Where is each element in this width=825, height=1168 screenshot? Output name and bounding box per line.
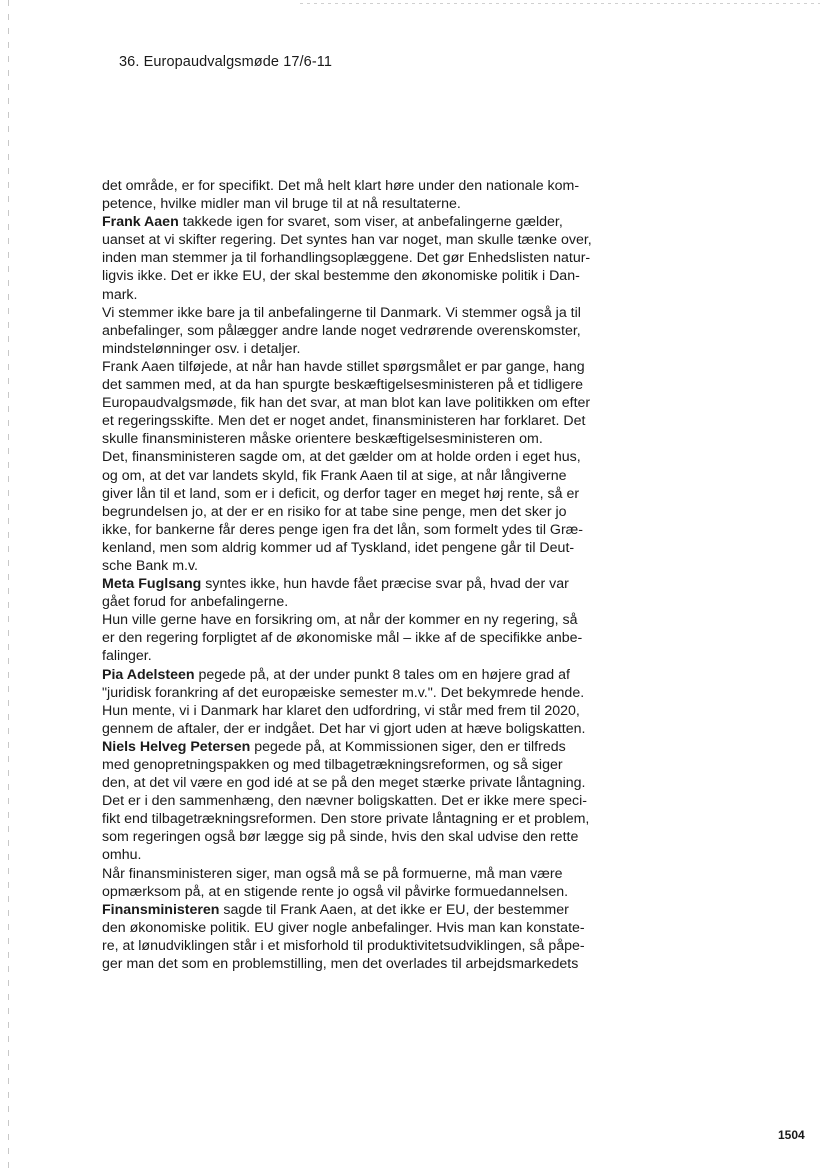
line-text: pegede på, at der under punkt 8 tales om en højere grad af [194,666,570,683]
line-text: ger man det som en problemstilling, men det overlades til arbejdsmarkedets [102,956,579,973]
text-line [102,539,602,557]
line-text: mindstelønninger osv. i detaljer. [102,340,301,357]
paragraph [102,304,602,358]
text-line [102,195,602,213]
paragraph [102,448,602,575]
line-text: Hun mente, vi i Danmark har klaret den udfordring, vi står med frem til 2020, [102,702,580,719]
minutes-body [102,177,602,973]
line-text: sche Bank m.v. [102,557,198,574]
text-line [102,267,602,285]
speaker-name: Meta Fuglsang [102,576,202,593]
text-line [102,448,602,466]
line-text: et regeringsskifte. Men det er noget andet, finansministeren har forklaret. Det [102,413,586,430]
text-line [102,286,602,304]
paragraph [102,666,602,738]
text-line [102,919,602,937]
text-line [102,738,602,756]
text-line [102,322,602,340]
text-line [102,521,602,539]
line-text: det område, er for specifikt. Det må helt klart høre under den nationale kom- [102,178,580,194]
text-line [102,376,602,394]
paragraph [102,575,602,611]
line-text: med genopretningspakken og med tilbagetrækningsreformen, og så siger [102,757,563,773]
text-line [102,430,602,448]
line-text: skulle finansministeren måske orientere beskæftigelsesministeren om. [102,431,543,448]
line-text: den, at det vil være en god idé at se på den meget stærke private låntagning. [102,775,586,792]
text-line [102,756,602,774]
text-line [102,340,602,358]
line-text: kenland, men som aldrig kommer ud af Tyskland, idet pengene går til Deut- [102,539,575,556]
line-text: inden man stemmer ja til forhandlingsoplæggene. Det gør Enhedslisten natur- [102,250,591,267]
text-line [102,213,602,231]
speaker-name: Niels Helveg Petersen [102,738,251,755]
scan-edge-top [300,3,820,4]
line-text: Når finansministeren siger, man også må se på formuerne, må man være [102,865,563,882]
text-line [102,647,602,665]
text-line [102,467,602,485]
line-text: pegede på, at Kommissionen siger, den er tilfreds [250,738,566,755]
line-text: re, at lønudviklingen står i et misforhold til produktivitetsudviklingen, så påpe- [102,937,585,954]
text-line [102,249,602,267]
paragraph [102,611,602,665]
text-line [102,865,602,883]
line-text: falinger. [102,648,152,665]
speaker-name: Finansministeren [102,901,220,918]
line-text: ligvis ikke. Det er ikke EU, der skal bestemme den økonomiske politik i Dan- [102,268,580,285]
line-text: omhu. [102,847,142,864]
line-text: opmærksom på, at en stigende rente jo også vil påvirke formuedannelsen. [102,883,569,900]
line-text: takkede igen for svaret, som viser, at anbefalingerne gælder, [178,214,563,231]
page-number: 1504 [778,1128,805,1142]
text-line [102,684,602,702]
text-line [102,485,602,503]
text-line [102,611,602,629]
text-line [102,503,602,521]
line-text: som regeringen også bør lægge sig på sinde, hvis den skal udvise den rette [102,829,579,846]
text-line [102,828,602,846]
line-text: er den regering forpligtet af de økonomiske mål – ikke af de specifikke anbe- [102,630,583,647]
text-line [102,557,602,575]
line-text: petence, hvilke midler man vil bruge til at nå resultaterne. [102,196,461,213]
text-line [102,629,602,647]
page-header: 36. Europaudvalgsmøde 17/6-11 [119,54,333,70]
line-text: gået forud for anbefalingerne. [102,594,289,611]
line-text: Det er i den sammenhæng, den nævner boligskatten. Det er ikke mere speci- [102,793,587,810]
line-text: giver lån til et land, som er i deficit, og derfor tager en meget høj rente, så er [102,485,580,502]
text-line [102,955,602,973]
text-line [102,901,602,919]
text-line [102,846,602,864]
line-text: og om, at det var landets skyld, fik Frank Aaen til at sige, at når långiverne [102,467,567,484]
text-line [102,177,602,195]
line-text: det sammen med, at da han spurgte beskæftigelsesministeren på et tidligere [102,377,584,394]
paragraph [102,865,602,901]
text-line [102,720,602,738]
text-line [102,358,602,376]
line-text: mark. [102,286,138,303]
line-text: "juridisk forankring af det europæiske semester m.v.". Det bekymrede hende. [102,684,585,701]
line-text: Europaudvalgsmøde, fik han det svar, at man blot kan lave politikken om efter [102,395,591,412]
line-text: syntes ikke, hun havde fået præcise svar på, hvad der var [201,576,569,593]
text-line [102,304,602,322]
text-line [102,937,602,955]
text-line [102,666,602,684]
text-line [102,231,602,249]
text-line [102,394,602,412]
line-text: begrundelsen jo, at der er en risiko for at tabe sine penge, men det sker jo [102,503,567,520]
line-text: fikt end tilbagetrækningsreformen. Den store private låntagning er et problem, [102,811,590,828]
speaker-name: Pia Adelsteen [102,666,195,683]
line-text: ikke, for bankerne får deres penge igen fra det lån, som formelt ydes til Græ- [102,521,584,538]
paragraph [102,213,602,303]
line-text: Frank Aaen tilføjede, at når han havde stillet spørgsmålet er par gange, hang [102,358,585,375]
text-line [102,883,602,901]
paragraph [102,738,602,865]
scan-edge-left [8,0,9,1168]
paragraph [102,358,602,448]
text-line [102,575,602,593]
line-text: Hun ville gerne have en forsikring om, at når der kommer en ny regering, så [102,612,578,629]
line-text: gennem de aftaler, der er indgået. Det har vi gjort uden at hæve boligskatten. [102,720,586,737]
line-text: den økonomiske politik. EU giver nogle anbefalinger. Hvis man kan konstate- [102,919,585,936]
speaker-name: Frank Aaen [102,214,179,231]
text-line [102,810,602,828]
text-line [102,792,602,810]
text-line [102,774,602,792]
line-text: anbefalinger, som pålægger andre lande noget vedrørende overenskomster, [102,322,581,339]
text-line [102,593,602,611]
line-text: Det, finansministeren sagde om, at det gælder om at holde orden i eget hus, [102,449,581,466]
text-line [102,702,602,720]
line-text: sagde til Frank Aaen, at det ikke er EU, der bestemmer [219,901,569,918]
line-text: Vi stemmer ikke bare ja til anbefalingerne til Danmark. Vi stemmer også ja til [102,304,581,321]
text-line [102,412,602,430]
paragraph [102,177,602,213]
paragraph [102,901,602,973]
line-text: uanset at vi skifter regering. Det syntes han var noget, man skulle tænke over, [102,232,592,249]
